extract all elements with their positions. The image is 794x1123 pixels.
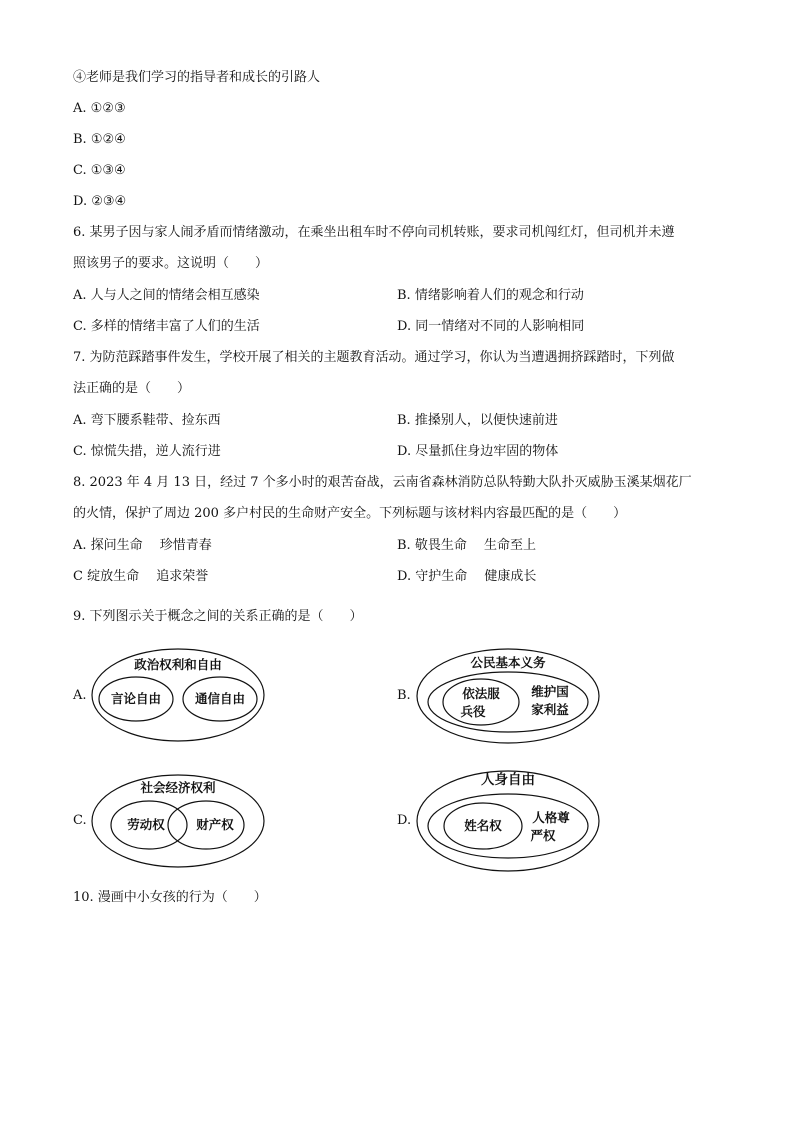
- diagram-c-right-label: 财产权: [196, 817, 234, 832]
- diagram-c-outer-label: 社会经济权利: [140, 780, 216, 795]
- q7-option-a: A. 弯下腰系鞋带、捡东西: [73, 413, 221, 428]
- diagram-b-inner-label-1: 依法服: [462, 686, 500, 701]
- diagram-a-left-label: 言论自由: [110, 691, 162, 706]
- diagram-d-right-label-1: 人格尊: [532, 810, 570, 825]
- q8-stem-line-2: 的火情，保护了周边 200 多户村民的生命财产安全。下列标题与该材料内容最匹配的是（ ）: [73, 506, 627, 521]
- q9-stem: 9. 下列图示关于概念之间的关系正确的是（ ）: [73, 609, 363, 624]
- diagram-b-inner-label-2: 兵役: [460, 704, 486, 719]
- diagram-c-left-label: 劳动权: [127, 817, 165, 832]
- diagram-d-outer-label: 人身自由: [481, 772, 535, 788]
- q8-stem-line-1: 8. 2023 年 4 月 13 日，经过 7 个多小时的艰苦奋战，云南省森林消防总队特勤大队扑灭威胁玉溪某烟花厂: [73, 475, 692, 490]
- diagram-b-right-label-2: 家利益: [531, 702, 569, 717]
- q9-diagram-c: [88, 770, 268, 872]
- q7-stem-line-1: 7. 为防范踩踏事件发生，学校开展了相关的主题教育活动。通过学习，你认为当遭遇拥挤踩踏时，下列做: [73, 350, 675, 365]
- q6-stem-line-2: 照该男子的要求。这说明（ ）: [73, 256, 269, 271]
- q8-option-b: B. 敬畏生命 生命至上: [397, 538, 536, 553]
- q9-b-label: B.: [397, 688, 411, 703]
- q9-diagram-b: [413, 645, 603, 747]
- q9-c-label: C.: [73, 813, 87, 828]
- q7-option-d: D. 尽量抓住身边牢固的物体: [397, 444, 559, 459]
- q5-option-b: B. ①②④: [73, 132, 126, 147]
- q5-option-c: C. ①③④: [73, 163, 126, 178]
- q7-option-c: C. 惊慌失措，逆人流行进: [73, 444, 221, 459]
- q5-option-a: A. ①②③: [73, 101, 126, 116]
- q8-option-c: C 绽放生命 追求荣誉: [73, 569, 209, 584]
- q7-option-b: B. 推搡别人，以便快速前进: [397, 413, 558, 428]
- q6-option-a: A. 人与人之间的情绪会相互感染: [73, 288, 260, 303]
- q10-stem: 10. 漫画中小女孩的行为（ ）: [73, 890, 267, 905]
- q9-d-label: D.: [397, 813, 412, 828]
- diagram-d-inner-label: 姓名权: [464, 818, 502, 833]
- q7-stem-line-2: 法正确的是（ ）: [73, 381, 191, 396]
- diagram-a-right-label: 通信自由: [194, 691, 246, 706]
- q5-item-4: ④老师是我们学习的指导者和成长的引路人: [73, 70, 321, 85]
- q8-option-d: D. 守护生命 健康成长: [397, 569, 537, 584]
- q8-option-a: A. 探问生命 珍惜青春: [73, 538, 212, 553]
- q5-option-d: D. ②③④: [73, 194, 127, 209]
- q9-diagram-a: [88, 645, 268, 745]
- diagram-b-outer-label: 公民基本义务: [470, 655, 546, 670]
- q6-option-b: B. 情绪影响着人们的观念和行动: [397, 288, 584, 303]
- q6-option-c: C. 多样的情绪丰富了人们的生活: [73, 319, 260, 334]
- diagram-a-outer-label: 政治权利和自由: [134, 657, 222, 672]
- q6-option-d: D. 同一情绪对不同的人影响相同: [397, 319, 585, 334]
- q6-stem-line-1: 6. 某男子因与家人闹矛盾而情绪激动，在乘坐出租车时不停向司机转账，要求司机闯红灯，但司机并未遵: [73, 225, 675, 240]
- diagram-b-right-label-1: 维护国: [531, 684, 569, 699]
- q9-diagram-d: [413, 766, 603, 876]
- diagram-d-right-label-2: 严权: [530, 828, 556, 843]
- q9-a-label: A.: [73, 688, 87, 703]
- diagram-d-middle-ellipse: [428, 794, 588, 858]
